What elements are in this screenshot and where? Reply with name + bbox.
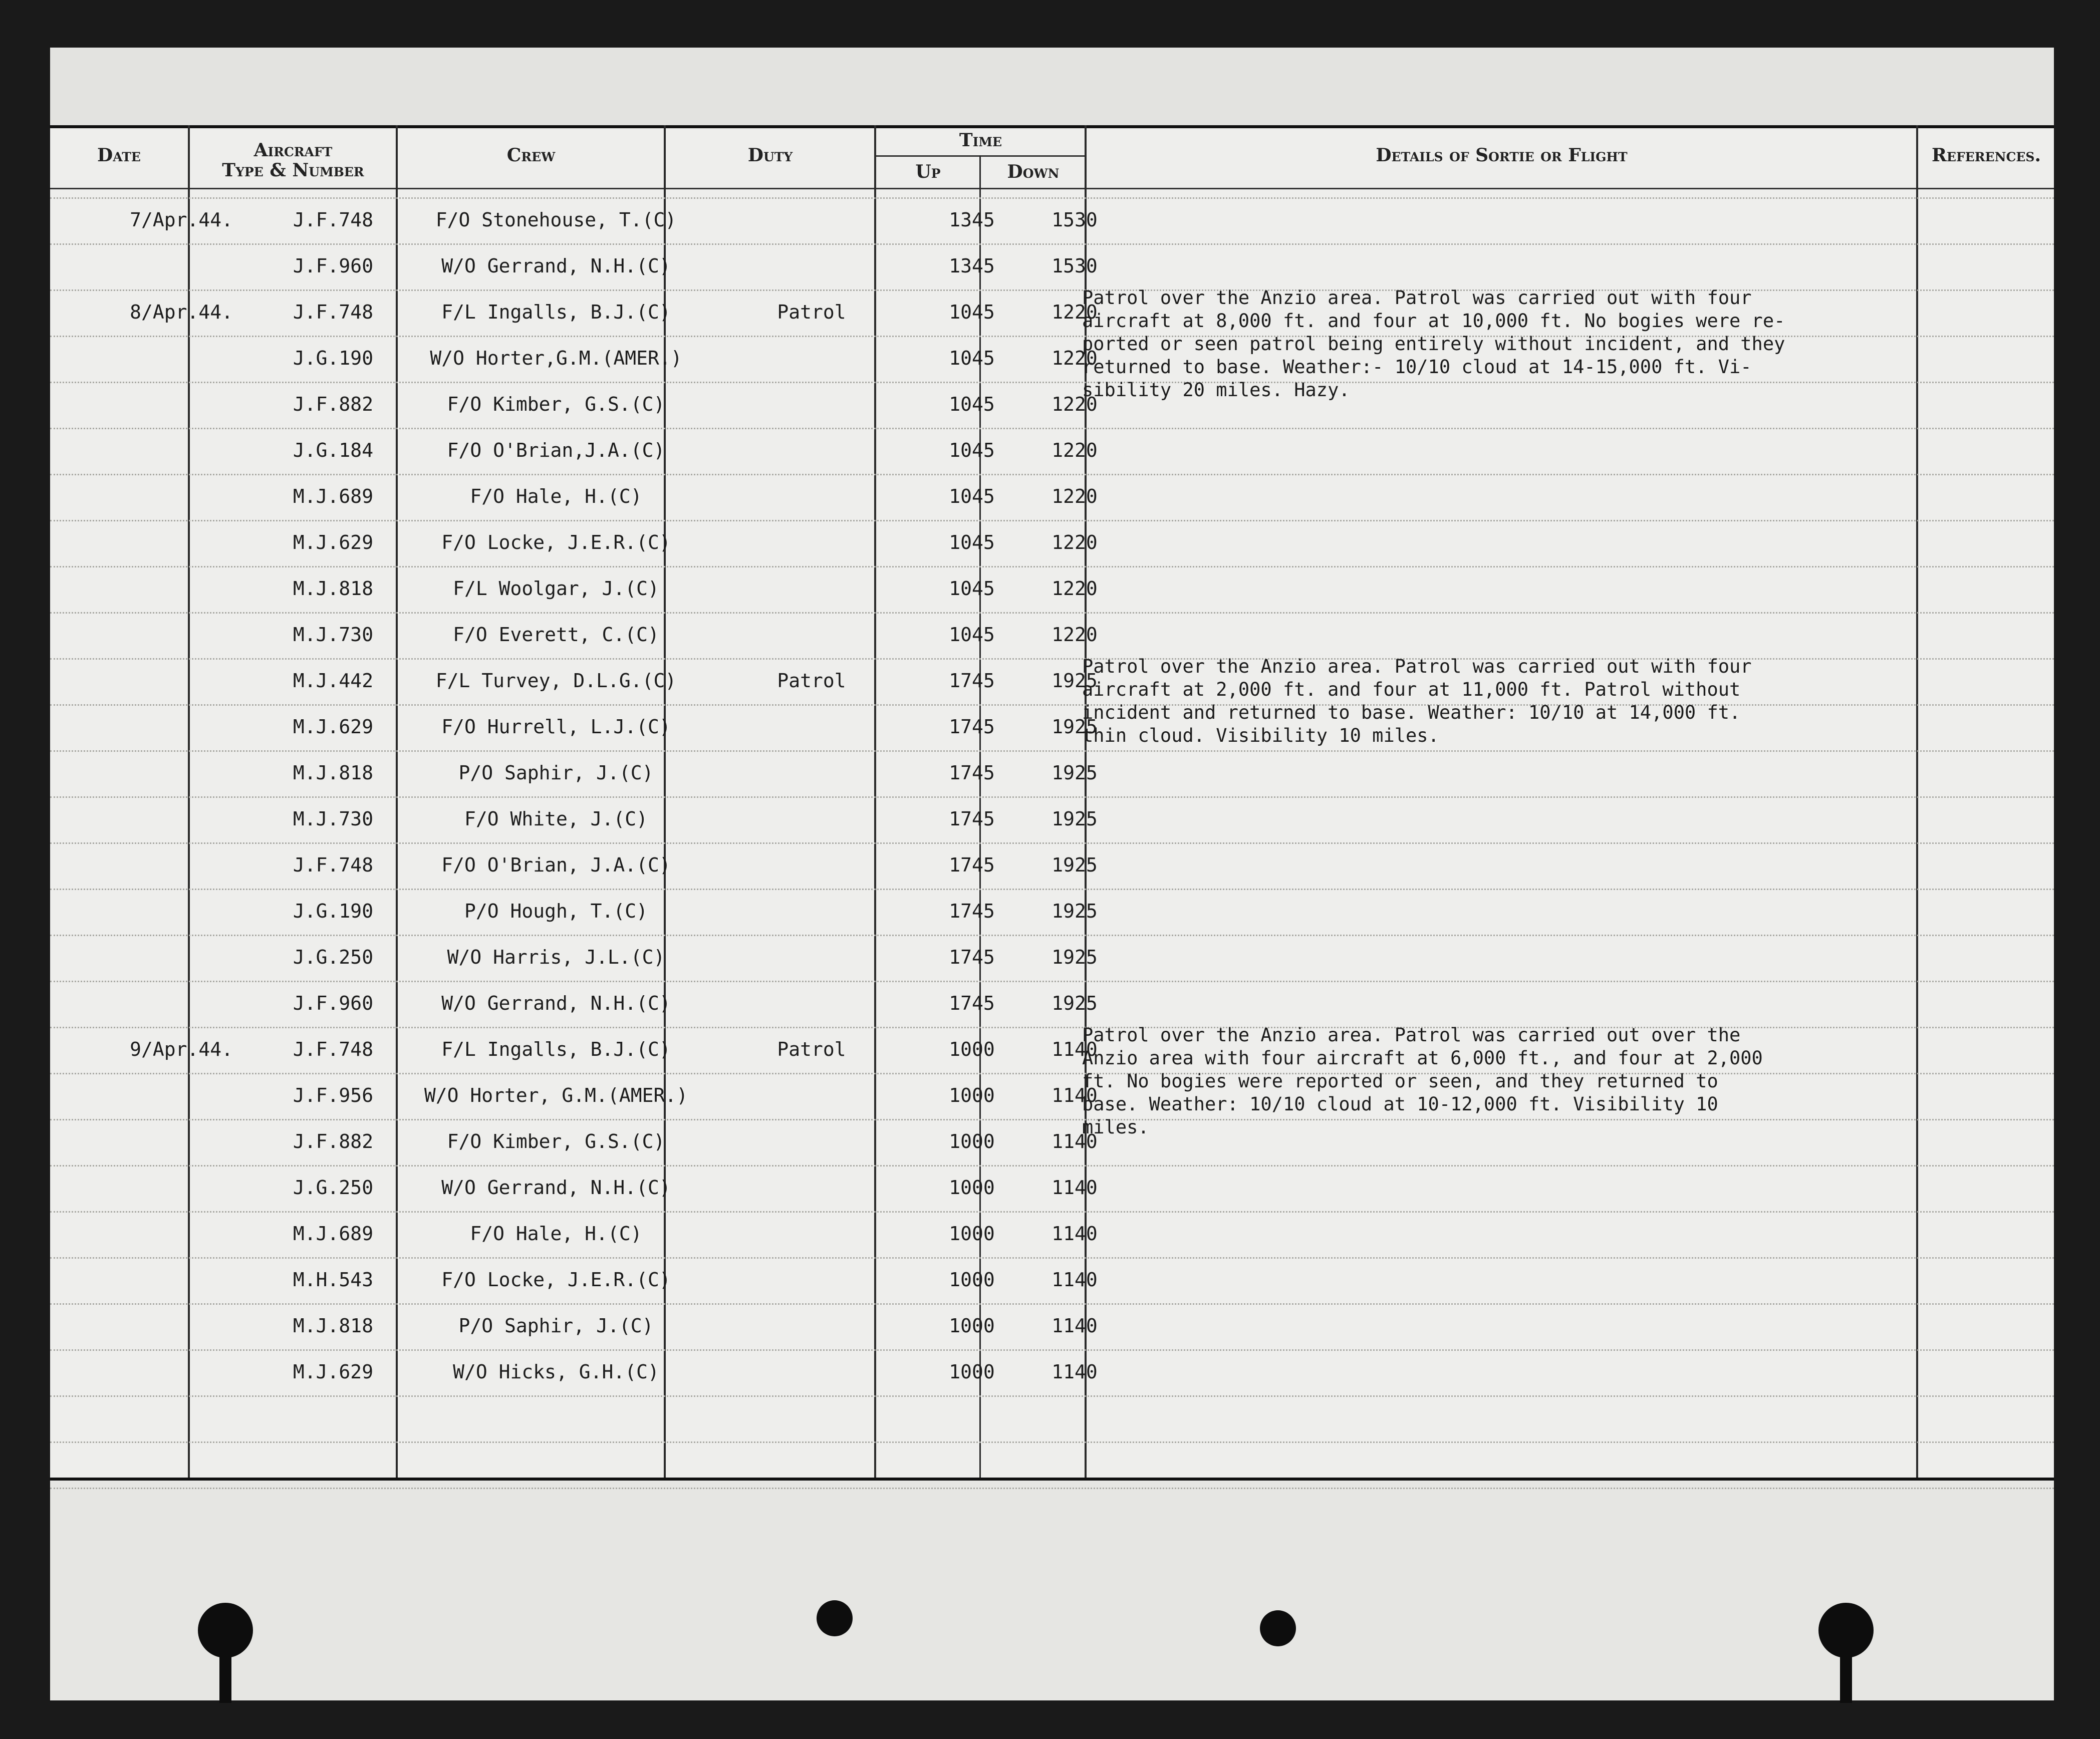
header-date: Date xyxy=(97,145,141,166)
row-crew: F/O White, J.(C) xyxy=(464,808,648,830)
binder-hole-left xyxy=(198,1603,253,1658)
row-time-up: 1000 xyxy=(949,1315,995,1337)
sortie-details-line: ported or seen patrol being entirely without incident, and they xyxy=(1082,333,1785,355)
column-divider-date xyxy=(188,125,190,1478)
ruled-line xyxy=(50,981,2054,982)
row-time-up: 1745 xyxy=(949,716,995,738)
row-aircraft: M.J.730 xyxy=(293,624,374,646)
ruled-line xyxy=(50,1165,2054,1167)
row-date: 9/Apr.44. xyxy=(130,1038,233,1060)
ruled-line xyxy=(50,197,2054,199)
row-crew: F/L Ingalls, B.J.(C) xyxy=(441,301,671,323)
ruled-line xyxy=(50,889,2054,890)
row-date: 7/Apr.44. xyxy=(130,209,233,231)
binder-hole-center-right xyxy=(1260,1610,1296,1646)
row-time-up: 1000 xyxy=(949,1177,995,1199)
row-time-down: 1925 xyxy=(1052,946,1098,968)
row-time-down: 1140 xyxy=(1052,1084,1098,1106)
row-aircraft: J.G.184 xyxy=(293,439,374,461)
row-aircraft: M.J.818 xyxy=(293,762,374,784)
row-aircraft: J.G.190 xyxy=(293,347,374,369)
row-aircraft: J.F.956 xyxy=(293,1084,374,1106)
ruled-line xyxy=(50,612,2054,614)
row-time-up: 1045 xyxy=(949,485,995,507)
row-crew: F/O O'Brian,J.A.(C) xyxy=(447,439,665,461)
row-time-up: 1345 xyxy=(949,255,995,277)
row-crew: P/O Hough, T.(C) xyxy=(464,900,648,922)
ruled-line xyxy=(50,1395,2054,1397)
row-time-up: 1745 xyxy=(949,854,995,876)
row-time-down: 1925 xyxy=(1052,900,1098,922)
ruled-line xyxy=(50,1257,2054,1259)
ruled-line xyxy=(50,1488,2054,1489)
ruled-line xyxy=(50,935,2054,936)
row-crew: W/O Harris, J.L.(C) xyxy=(447,946,665,968)
row-crew: P/O Saphir, J.(C) xyxy=(458,762,654,784)
sortie-details-line: Patrol over the Anzio area. Patrol was carried out over the xyxy=(1082,1024,1741,1046)
row-time-down: 1925 xyxy=(1052,854,1098,876)
row-time-down: 1220 xyxy=(1052,301,1098,323)
header-aircraft-line2: Type & Number xyxy=(222,160,364,181)
ruled-line xyxy=(50,1303,2054,1305)
row-time-down: 1140 xyxy=(1052,1361,1098,1383)
header-crew: Crew xyxy=(506,145,556,166)
binder-slot-left xyxy=(219,1653,231,1703)
row-crew: F/O Locke, J.E.R.(C) xyxy=(441,1269,671,1291)
row-time-down: 1925 xyxy=(1052,808,1098,830)
row-crew: W/O Gerrand, N.H.(C) xyxy=(441,992,671,1014)
row-aircraft: M.J.689 xyxy=(293,485,374,507)
row-time-down: 1925 xyxy=(1052,992,1098,1014)
row-time-up: 1045 xyxy=(949,393,995,415)
row-aircraft: M.J.629 xyxy=(293,716,374,738)
row-duty: Patrol xyxy=(777,670,846,692)
row-aircraft: J.F.748 xyxy=(293,209,374,231)
row-time-down: 1530 xyxy=(1052,255,1098,277)
header-details: Details of Sortie or Flight xyxy=(1376,145,1628,166)
table-bottom-rule xyxy=(50,1478,2054,1481)
sortie-details-line: Patrol over the Anzio area. Patrol was carried out with four xyxy=(1082,287,1752,309)
row-aircraft: J.F.748 xyxy=(293,301,374,323)
row-crew: F/O Kimber, G.S.(C) xyxy=(447,393,665,415)
row-crew: F/O Everett, C.(C) xyxy=(453,624,659,646)
ruled-line xyxy=(50,842,2054,844)
header-aircraft-line1: Aircraft xyxy=(253,140,333,161)
sortie-details xyxy=(1082,1024,1914,1139)
row-crew: F/L Ingalls, B.J.(C) xyxy=(441,1038,671,1060)
row-crew: W/O Hicks, G.H.(C) xyxy=(453,1361,659,1383)
header-duty: Duty xyxy=(747,145,793,166)
row-aircraft: J.F.882 xyxy=(293,1130,374,1152)
row-time-down: 1925 xyxy=(1052,716,1098,738)
row-crew: W/O Horter,G.M.(AMER.) xyxy=(430,347,682,369)
row-time-up: 1745 xyxy=(949,762,995,784)
ruled-line xyxy=(50,1349,2054,1351)
sortie-details-line: Anzio area with four aircraft at 6,000 ft., and four at 2,000 xyxy=(1082,1047,1763,1069)
row-aircraft: M.J.442 xyxy=(293,670,374,692)
sortie-details-line: sibility 20 miles. Hazy. xyxy=(1082,379,1350,401)
ruled-line xyxy=(50,1211,2054,1213)
ruled-line xyxy=(50,474,2054,475)
row-time-down: 1220 xyxy=(1052,393,1098,415)
row-aircraft: J.G.190 xyxy=(293,900,374,922)
row-aircraft: J.G.250 xyxy=(293,1177,374,1199)
sortie-details-line: aircraft at 2,000 ft. and four at 11,000 ft. Patrol without xyxy=(1082,679,1741,700)
row-crew: W/O Gerrand, N.H.(C) xyxy=(441,1177,671,1199)
row-time-down: 1140 xyxy=(1052,1223,1098,1245)
header-bottom-rule xyxy=(50,188,2054,189)
row-time-up: 1745 xyxy=(949,946,995,968)
row-aircraft: J.F.748 xyxy=(293,854,374,876)
row-aircraft: J.F.960 xyxy=(293,992,374,1014)
operations-record-sheet xyxy=(50,48,2054,1700)
row-time-down: 1220 xyxy=(1052,577,1098,600)
ruled-line xyxy=(50,428,2054,429)
row-time-down: 1140 xyxy=(1052,1269,1098,1291)
header-time: Time xyxy=(959,130,1002,151)
sortie-details-line: miles. xyxy=(1082,1116,1149,1138)
row-crew: P/O Saphir, J.(C) xyxy=(458,1315,654,1337)
row-aircraft: M.J.689 xyxy=(293,1223,374,1245)
row-time-down: 1220 xyxy=(1052,439,1098,461)
row-crew: F/O Hale, H.(C) xyxy=(470,485,642,507)
row-time-up: 1745 xyxy=(949,808,995,830)
sortie-details-line: base. Weather: 10/10 cloud at 10-12,000 ft. Visibility 10 xyxy=(1082,1093,1718,1115)
row-time-down: 1220 xyxy=(1052,531,1098,553)
header-top-rule xyxy=(50,125,2054,128)
row-duty: Patrol xyxy=(777,1038,846,1060)
row-time-up: 1045 xyxy=(949,301,995,323)
row-time-up: 1745 xyxy=(949,670,995,692)
header-up: Up xyxy=(915,161,941,182)
column-divider-duty xyxy=(874,125,876,1478)
bottom-margin xyxy=(50,1478,2054,1700)
row-aircraft: J.G.250 xyxy=(293,946,374,968)
row-time-down: 1220 xyxy=(1052,347,1098,369)
row-time-up: 1045 xyxy=(949,347,995,369)
row-aircraft: M.J.730 xyxy=(293,808,374,830)
row-crew: W/O Horter, G.M.(AMER.) xyxy=(424,1084,688,1106)
sortie-details xyxy=(1082,286,1914,402)
header-references: References. xyxy=(1931,145,2041,166)
row-aircraft: J.F.882 xyxy=(293,393,374,415)
top-margin xyxy=(50,48,2054,125)
row-time-up: 1000 xyxy=(949,1084,995,1106)
row-aircraft: M.H.543 xyxy=(293,1269,374,1291)
row-crew: F/O O'Brian, J.A.(C) xyxy=(441,854,671,876)
ruled-line xyxy=(50,750,2054,752)
sortie-details-line: ft. No bogies were reported or seen, and they returned to xyxy=(1082,1070,1718,1092)
row-time-down: 1140 xyxy=(1052,1315,1098,1337)
binder-hole-right xyxy=(1818,1603,1874,1658)
row-time-down: 1220 xyxy=(1052,624,1098,646)
ruled-line xyxy=(50,520,2054,521)
header-aircraft xyxy=(190,140,396,180)
sortie-details-line: incident and returned to base. Weather: 10/10 at 14,000 ft. xyxy=(1082,702,1741,723)
ruled-line xyxy=(50,1441,2054,1443)
row-time-up: 1345 xyxy=(949,209,995,231)
row-crew: F/O Hale, H.(C) xyxy=(470,1223,642,1245)
row-aircraft: J.F.748 xyxy=(293,1038,374,1060)
row-time-down: 1530 xyxy=(1052,209,1098,231)
row-aircraft: M.J.629 xyxy=(293,1361,374,1383)
row-crew: F/O Locke, J.E.R.(C) xyxy=(441,531,671,553)
sortie-details-line: returned to base. Weather:- 10/10 cloud at 14-15,000 ft. Vi- xyxy=(1082,356,1752,378)
row-time-up: 1000 xyxy=(949,1361,995,1383)
ruled-line xyxy=(50,796,2054,798)
row-time-up: 1045 xyxy=(949,624,995,646)
ruled-line xyxy=(50,566,2054,567)
row-time-up: 1000 xyxy=(949,1130,995,1152)
column-divider-details xyxy=(1916,125,1918,1478)
row-aircraft: M.J.629 xyxy=(293,531,374,553)
row-time-down: 1220 xyxy=(1052,485,1098,507)
sortie-details xyxy=(1082,655,1914,747)
row-time-up: 1045 xyxy=(949,439,995,461)
row-aircraft: M.J.818 xyxy=(293,1315,374,1337)
row-time-down: 1140 xyxy=(1052,1038,1098,1060)
row-time-up: 1045 xyxy=(949,577,995,600)
row-time-up: 1045 xyxy=(949,531,995,553)
row-time-down: 1925 xyxy=(1052,670,1098,692)
row-time-up: 1745 xyxy=(949,900,995,922)
header-down: Down xyxy=(1007,161,1060,182)
binder-hole-center-left xyxy=(817,1600,853,1636)
row-duty: Patrol xyxy=(777,301,846,323)
binder-slot-right xyxy=(1840,1653,1852,1703)
sortie-details-line: Patrol over the Anzio area. Patrol was carried out with four xyxy=(1082,656,1752,677)
row-time-up: 1000 xyxy=(949,1223,995,1245)
row-time-up: 1000 xyxy=(949,1038,995,1060)
row-crew: F/O Hurrell, L.J.(C) xyxy=(441,716,671,738)
sortie-details-line: aircraft at 8,000 ft. and four at 10,000 ft. No bogies were re- xyxy=(1082,310,1785,332)
row-crew: F/L Woolgar, J.(C) xyxy=(453,577,659,600)
row-crew: W/O Gerrand, N.H.(C) xyxy=(441,255,671,277)
ruled-line xyxy=(50,243,2054,245)
row-crew: F/O Kimber, G.S.(C) xyxy=(447,1130,665,1152)
row-time-down: 1925 xyxy=(1052,762,1098,784)
row-time-up: 1745 xyxy=(949,992,995,1014)
row-aircraft: M.J.818 xyxy=(293,577,374,600)
row-crew: F/O Stonehouse, T.(C) xyxy=(435,209,677,231)
row-aircraft: J.F.960 xyxy=(293,255,374,277)
sortie-details-line: thin cloud. Visibility 10 miles. xyxy=(1082,725,1439,746)
row-time-down: 1140 xyxy=(1052,1130,1098,1152)
row-date: 8/Apr.44. xyxy=(130,301,233,323)
row-crew: F/L Turvey, D.L.G.(C) xyxy=(435,670,677,692)
row-time-down: 1140 xyxy=(1052,1177,1098,1199)
row-time-up: 1000 xyxy=(949,1269,995,1291)
